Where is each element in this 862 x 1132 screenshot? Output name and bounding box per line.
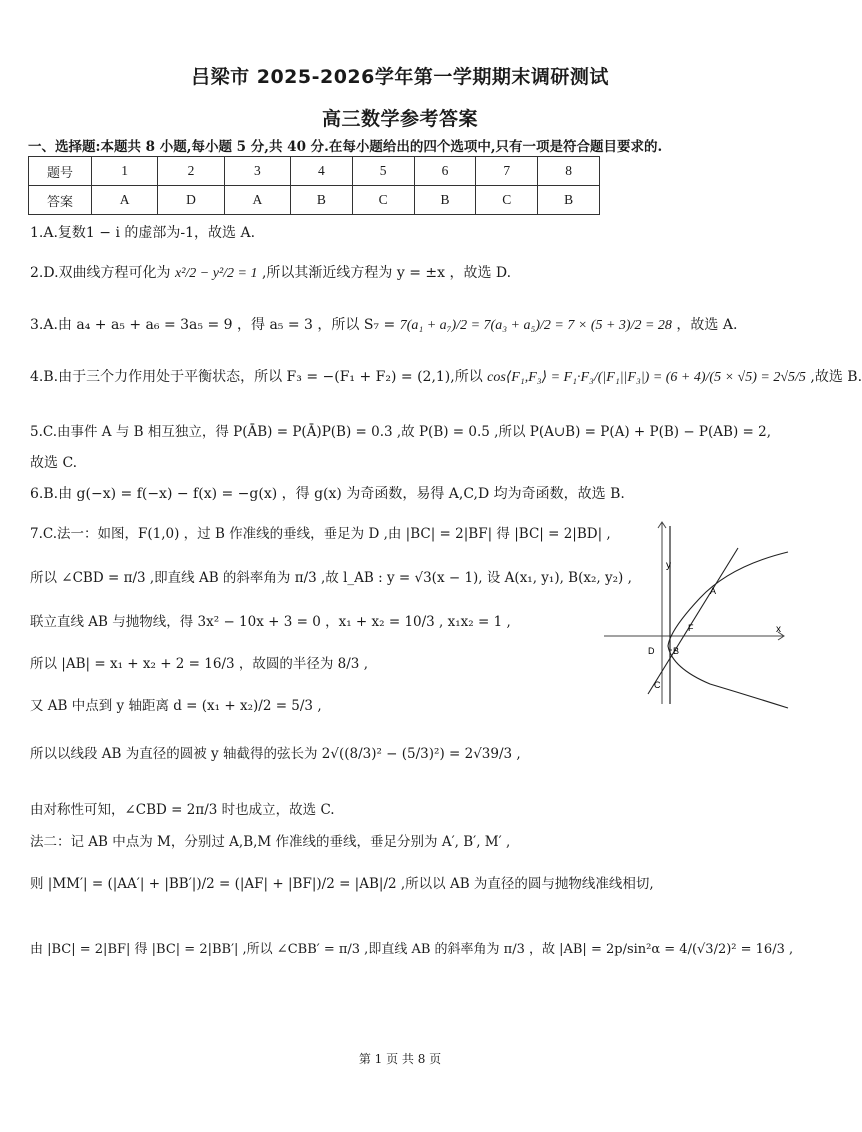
solution-3-text: 3.A.由 a₄ + a₅ + a₆ = 3a₅ = 9 ，得 a₅ = 3 ，所以 S₇ = xyxy=(30,317,396,333)
solution-5: 5.C.由事件 A 与 B 相互独立，得 P(ĀB) = P(Ā)P(B) = 0.3 ,故 P(B) = 0.5 ,所以 P(A∪B) = P(A) + P(B) − P(AB) = 2, xyxy=(30,424,771,440)
solution-4-tail: ,故选 B. xyxy=(810,369,862,385)
label-b: B xyxy=(673,646,680,656)
sum-formula: 7(a₁ + a₇)/2 = 7(a₃ + a₅)/2 = 7 × (5 + 3)/2 = 28 xyxy=(399,318,672,333)
label-x: x xyxy=(776,624,781,635)
label-y: y xyxy=(666,560,671,571)
solution-7-line-10: 由 |BC| = 2|BF| 得 |BC| = 2|BB′| ,所以 ∠CBB′ = π/3 ,即直线 AB 的斜率角为 π/3 ，故 |AB| = 2p/sin²α = 4/(√3/2)² = 16/3 , xyxy=(30,942,794,957)
parabola-diagram xyxy=(600,518,790,708)
cosine-formula: cos⟨F₁,F₃⟩ = F₁·F₃/(|F₁||F₃|) = (6 + 4)/(5 × √5) = 2√5/5 xyxy=(487,370,806,385)
table-cell: D xyxy=(158,186,224,215)
solution-7-line-2: 所以 ∠CBD = π/3 ,即直线 AB 的斜率角为 π/3 ,故 l_AB : y = √3(x − 1), 设 A(x₁, y₁), B(x₂, y₂) , xyxy=(30,570,632,586)
label-d: D xyxy=(648,646,655,656)
table-cell: C xyxy=(352,186,414,215)
answer-table xyxy=(28,156,600,215)
label-a: A xyxy=(710,586,717,596)
solution-7-line-9: 则 |MM′| = (|AA′| + |BB′|)/2 = (|AF| + |BF|)/2 = |AB|/2 ,所以以 AB 为直径的圆与抛物线准线相切, xyxy=(30,876,654,892)
table-cell: 4 xyxy=(290,157,352,186)
solution-6: 6.B.由 g(−x) = f(−x) − f(x) = −g(x) ，得 g(x) 为奇函数，易得 A,C,D 均为奇函数，故选 B. xyxy=(30,486,625,502)
table-row xyxy=(29,186,600,215)
table-row-label: 题号 xyxy=(29,157,92,186)
solution-7-line-4: 所以 |AB| = x₁ + x₂ + 2 = 16/3 ，故圆的半径为 8/3 , xyxy=(30,656,368,672)
solution-7-line-8: 法二：记 AB 中点为 M，分别过 A,B,M 作准线的垂线，垂足分别为 A′, B′, M′ , xyxy=(30,834,511,850)
page-title: 吕梁市 2025-2026学年第一学期期末调研测试 xyxy=(191,66,609,88)
table-row xyxy=(29,157,600,186)
solution-3 xyxy=(30,314,737,334)
label-f: F xyxy=(688,623,694,633)
solution-2-tail: ,所以其渐近线方程为 y = ±x ，故选 D. xyxy=(261,265,512,281)
solution-7-line-5: 又 AB 中点到 y 轴距离 d = (x₁ + x₂)/2 = 5/3 , xyxy=(30,698,322,714)
table-cell: A xyxy=(224,186,290,215)
table-cell: 7 xyxy=(476,157,538,186)
label-c: C xyxy=(654,680,661,690)
solution-4 xyxy=(30,366,862,386)
table-cell: B xyxy=(538,186,600,215)
solution-7-line-1: 7.C.法一：如图，F(1,0) ，过 B 作准线的垂线，垂足为 D ,由 |BC| = 2|BF| 得 |BC| = 2|BD| , xyxy=(30,526,611,542)
table-cell: B xyxy=(290,186,352,215)
table-cell: 5 xyxy=(352,157,414,186)
solution-5-end: 故选 C. xyxy=(30,455,78,471)
solution-2-text: 2.D.双曲线方程可化为 xyxy=(30,265,171,281)
section-heading: 一、选择题:本题共 8 小题,每小题 5 分,共 40 分.在每小题给出的四个选项中,只有一项是符合题目要求的. xyxy=(28,139,663,155)
table-cell: C xyxy=(476,186,538,215)
solution-3-tail: ，故选 A. xyxy=(676,317,738,333)
table-row-label: 答案 xyxy=(29,186,92,215)
parabola-curve xyxy=(668,552,788,708)
table-cell: 6 xyxy=(414,157,476,186)
table-cell: 2 xyxy=(158,157,224,186)
table-cell: 8 xyxy=(538,157,600,186)
solution-7-line-7: 由对称性可知，∠CBD = 2π/3 时也成立，故选 C. xyxy=(30,802,335,818)
solution-1: 1.A.复数1 − i 的虚部为-1，故选 A. xyxy=(30,225,256,241)
solution-7-line-3: 联立直线 AB 与抛物线，得 3x² − 10x + 3 = 0 ，x₁ + x₂ = 10/3 , x₁x₂ = 1 , xyxy=(30,614,511,630)
table-cell: B xyxy=(414,186,476,215)
page-footer: 第 1 页 共 8 页 xyxy=(358,1052,442,1066)
table-cell: 1 xyxy=(92,157,158,186)
table-cell: A xyxy=(92,186,158,215)
hyperbola-equation: x²/2 − y²/2 = 1 xyxy=(175,266,258,281)
solution-7-line-6: 所以以线段 AB 为直径的圆被 y 轴截得的弦长为 2√((8/3)² − (5/3)²) = 2√39/3 , xyxy=(30,746,521,762)
page-subtitle: 高三数学参考答案 xyxy=(321,108,478,130)
table-cell: 3 xyxy=(224,157,290,186)
solution-2 xyxy=(30,262,511,282)
solution-4-text: 4.B.由于三个力作用处于平衡状态，所以 F₃ = −(F₁ + F₂) = (2,1),所以 xyxy=(30,369,483,385)
